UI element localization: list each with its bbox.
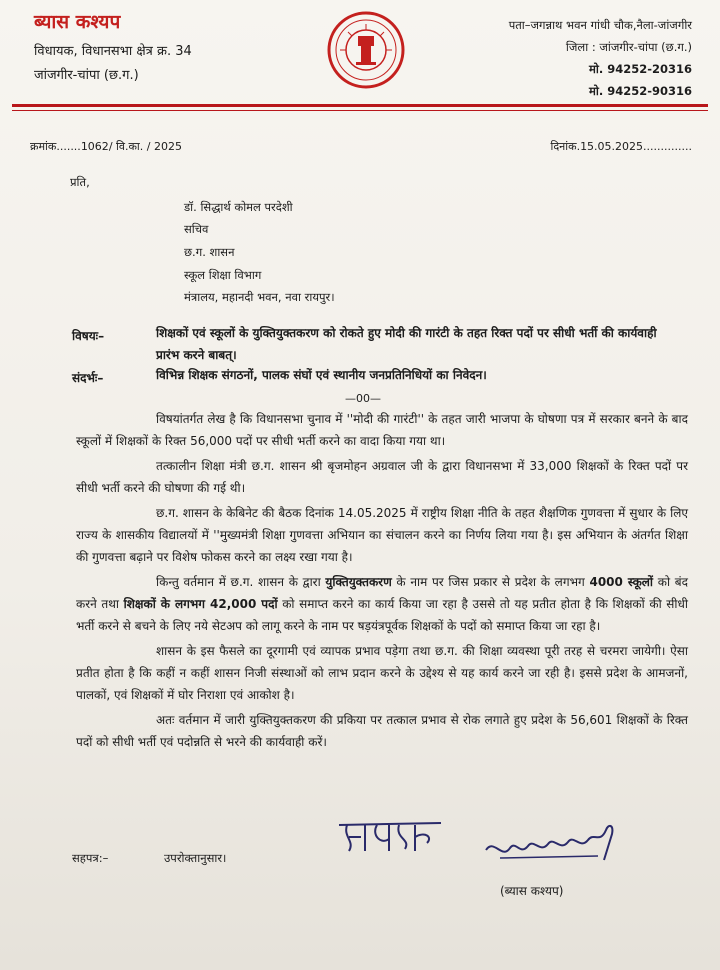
signature — [480, 820, 620, 870]
subject-text: शिक्षकों एवं स्कूलों के युक्तियुक्तकरण को रोकते हुए मोदी की गारंटी के तहत रिक्त पदों पर सीधी भर्ती की कार्यवाही प्रारंभ करने बाबत्। — [156, 326, 657, 362]
paragraph-3: छ.ग. शासन के केबिनेट की बैठक दिनांक 14.05.2025 में राष्ट्रीय शिक्षा नीति के तहत शैक्षणिक गुणवत्ता में सुधार के लिए राज्य के शासकीय विद्यालयों में ''मुख्यमंत्री शिक्षा गुणवत्ता अभियान का संचालन करने का निर्णय लिया गया है। इस अभियान के अंतर्गत शिक्षा की गुणवत्ता बढ़ाने पर विशेष फोकस करने का लक्ष्य रखा गया है। — [76, 506, 688, 564]
letter-body — [76, 408, 688, 756]
reference-label: संदर्भः– — [72, 371, 104, 385]
mobile-2: मो. 94252-90316 — [588, 84, 692, 98]
paragraph-6: अतः वर्तमान में जारी युक्तियुक्तकरण की प्रकिया पर तत्काल प्रभाव से रोक लगाते हुए प्रदेश के 56,601 शिक्षकों के रिक्त पदों को सीधी भर्ती एवं पदोन्नति से भरने की कार्यवाही करें। — [76, 713, 688, 749]
reference-number: क्रमांक.......1062/ वि.का. / 2025 — [30, 140, 182, 153]
paragraph-5: शासन के इस फैसले का दूरगामी एवं व्यापक प्रभाव पड़ेगा तथा छ.ग. की शिक्षा व्यवस्था पूरी तरह से चरमरा जायेगी। ऐसा प्रतीत होता है कि कहीं न कहीं शासन निजी संस्थाओं को लाभ प्रदान करने के उद्देश्य से यह कार्य करने जा रही है। इससे प्रदेश के आमजनों, पालकों, एवं शिक्षकों में घोर निराशा एवं आकोश है। — [76, 644, 688, 702]
paragraph-1: विषयांतर्गत लेख है कि विधानसभा चुनाव में ''मोदी की गारंटी'' के तहत जारी भाजपा के घोषणा पत्र में सरकार बनने के बाद स्कूलों में शिक्षकों के रिक्त 56,000 पदों पर सीधी भर्ती करने का वादा किया गया था। — [76, 412, 688, 448]
letterhead-address-block — [432, 18, 692, 106]
enclosure-label: सहपत्र:– — [72, 851, 109, 865]
to-label: प्रति, — [70, 175, 90, 189]
letter-date: दिनांक.15.05.2025.............. — [550, 140, 692, 153]
address-line: पता–जगन्नाथ भवन गांधी चौक,नैला-जांजगीर — [508, 18, 692, 32]
paragraph-4: किन्तु वर्तमान में छ.ग. शासन के द्वारा युक्तियुक्तकरण के नाम पर जिस प्रकार से प्रदेश के लगभग 4000 स्कूलों को बंद करने तथा शिक्षकों के लगभग 42,000 पदों को समाप्त करने का कार्य किया जा रहा है उससे तो यह प्रतीत होता है कि शिक्षकों की सीधी भर्ती करने से बचने के लिए नये सेटअप को लागू करने के नाम पर षड़यंत्रपूर्वक शिक्षकों के पदों को समाप्त किया जा रहा है। — [76, 575, 689, 633]
paragraph-2: तत्कालीन शिक्षा मंत्री छ.ग. शासन श्री बृजमोहन अग्रवाल जी के द्वारा विधानसभा में 33,000 शिक्षकों के रिक्त पदों पर सीधी भर्ती करने की घोषणा की गई थी। — [76, 459, 688, 495]
recipient-name: डॉ. सिद्धार्थ कोमल परदेशी — [184, 200, 293, 214]
signatory-name: (ब्यास कश्यप) — [500, 884, 564, 898]
mobile-1: मो. 94252-20316 — [588, 62, 692, 76]
reference-text: विभिन्न शिक्षक संगठनों, पालक संघों एवं स्थानीय जनप्रतिनिधियों का निवेदन। — [156, 368, 487, 382]
recipient-address: मंत्रालय, महानदी भवन, नवा रायपुर। — [184, 290, 335, 304]
header-rule-thick — [12, 104, 708, 107]
handwritten-sadar — [335, 815, 445, 861]
subject-label: विषयः– — [72, 329, 105, 343]
letterhead-designation: विधायक, विधानसभा क्षेत्र क्र. 34 — [34, 44, 192, 59]
assembly-seal-icon — [326, 10, 406, 90]
letterhead-district: जांजगीर-चांपा (छ.ग.) — [34, 68, 139, 83]
recipient-dept: स्कूल शिक्षा विभाग — [184, 268, 262, 282]
recipient-govt: छ.ग. शासन — [184, 245, 235, 259]
recipient-post: सचिव — [184, 222, 209, 236]
header-rule-thin — [12, 110, 708, 111]
separator: —00— — [345, 392, 381, 405]
letterhead-name: ब्यास कश्यप — [34, 11, 121, 33]
enclosure-text: उपरोक्तानुसार। — [164, 851, 227, 865]
district-line: जिला : जांजगीर-चांपा (छ.ग.) — [565, 40, 692, 54]
